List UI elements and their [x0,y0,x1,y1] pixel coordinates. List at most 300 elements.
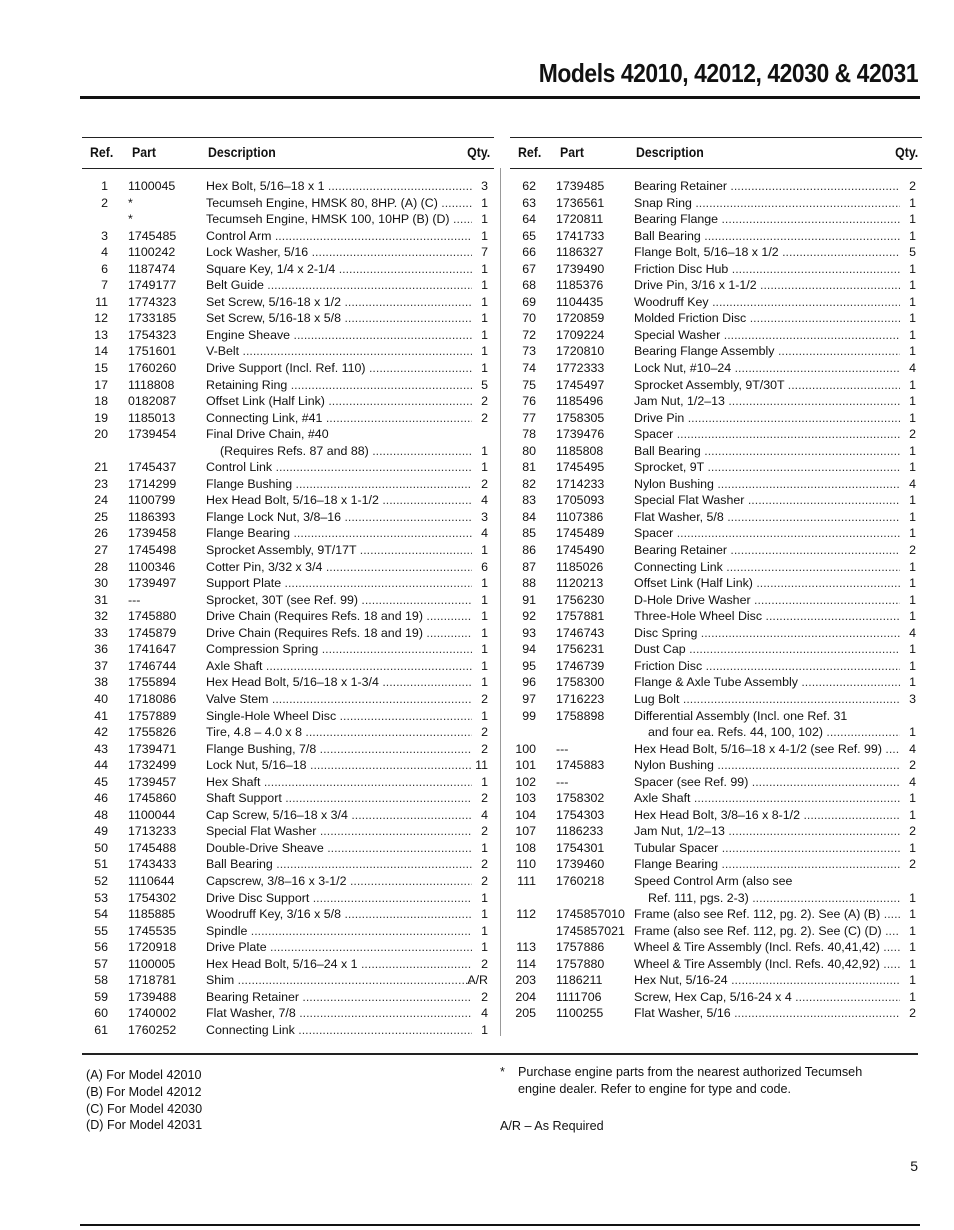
description-cell: Capscrew, 3/8–16 x 3-1/2 ..... [206,873,472,890]
ref-cell: 3 [101,228,108,243]
part-cell: 1186233 [556,824,604,839]
part-cell: 1733185 [128,311,177,326]
qty-cell: 1 [909,311,916,326]
part-cell: 1745485 [128,228,177,243]
ref-cell: 62 [522,179,536,193]
ref-cell: 96 [522,675,536,690]
ref-cell: 80 [522,443,536,458]
ref-cell: 81 [522,460,536,475]
ref-cell: 69 [522,294,536,309]
table-row [510,674,922,691]
part-cell: 1745495 [556,460,605,475]
description-cell: Tecumseh Engine, HMSK 100, 10HP (B) (D) ..... [206,211,472,228]
notes-rule [82,1053,918,1055]
qty-cell: 2 [909,179,916,193]
qty-cell: 1 [481,278,488,293]
qty-cell: 1 [481,212,488,227]
ref-cell: 75 [522,377,536,392]
ref-cell: 70 [522,311,536,326]
description-cell: Screw, Hex Cap, 5/16-24 x 4 ..... [634,989,900,1006]
part-cell: --- [556,741,569,756]
table-row [510,939,922,956]
qty-cell: 1 [909,294,916,309]
table-row [510,310,922,327]
qty-cell: 1 [909,592,916,607]
table-row [510,459,922,476]
qty-cell: 2 [481,989,488,1004]
part-cell: 1745880 [128,609,177,624]
description-cell: Tire, 4.8 – 4.0 x 8 ..... [206,724,472,741]
qty-cell: 1 [909,576,916,591]
description-cell: Jam Nut, 1/2–13 ..... [634,823,900,840]
ref-cell: 93 [522,625,536,640]
part-cell: 1100242 [128,245,176,260]
description-cell: Axle Shaft ..... [634,790,900,807]
part-cell: 1758305 [556,410,605,425]
ref-cell: 2 [101,195,108,210]
qty-cell: 1 [909,940,916,955]
description-cell: Hex Head Bolt, 5/16–24 x 1 ..... [206,956,472,973]
table-row [510,1005,922,1022]
table-row [82,873,494,890]
description-cell: Molded Friction Disc ..... [634,310,900,327]
part-cell: --- [128,592,141,607]
description-cell: Friction Disc ..... [634,658,900,675]
table-row [510,327,922,344]
ref-cell: 26 [94,526,108,541]
part-cell: 1745489 [556,526,605,541]
ref-cell: 72 [522,327,536,342]
qty-cell: 1 [909,807,916,822]
description-cell: Frame (also see Ref. 112, pg. 2). See (A) (B) ..... [634,906,900,923]
table-row [82,310,494,327]
description-cell: Connecting Link, #41 ..... [206,410,472,427]
part-cell: 1111706 [556,989,602,1004]
part-cell: 1739485 [556,179,605,193]
part-cell: 1772333 [556,361,605,376]
table-row [510,923,922,940]
qty-cell: 2 [481,394,488,409]
part-cell: 1118808 [128,377,175,392]
qty-cell: 1 [909,261,916,276]
part-cell: 1745437 [128,460,177,475]
qty-cell: 1 [909,195,916,210]
qty-cell: 1 [481,658,488,673]
ref-cell: 113 [516,940,536,955]
ref-cell: 112 [516,907,536,922]
description-cell: Flange Lock Nut, 3/8–16 ..... [206,509,472,526]
description-cell: Snap Ring ..... [634,195,900,212]
parts-rows-left [82,178,494,1038]
qty-cell: 1 [481,642,488,657]
ref-cell: 28 [94,559,108,574]
qty-cell: 4 [909,361,916,376]
table-row [510,294,922,311]
qty-cell: 1 [909,377,916,392]
part-cell: 1756230 [556,592,605,607]
description-cell: Drive Disc Support ..... [206,890,472,907]
table-row [510,807,922,824]
description-cell: Square Key, 1/4 x 2-1/4 ..... [206,261,472,278]
part-cell: 1705093 [556,493,605,508]
ref-cell: 37 [94,658,108,673]
description-cell: Flange Bearing ..... [634,856,900,873]
ref-cell: 7 [101,278,108,293]
table-row [82,228,494,245]
ref-cell: 24 [94,493,108,508]
part-cell: 1720810 [556,344,605,359]
header-description: Description [636,144,704,160]
description-cell: Hex Nut, 5/16-24 ..... [634,972,900,989]
ref-cell: 38 [94,675,108,690]
table-row [82,410,494,427]
table-row [510,608,922,625]
table-row [82,939,494,956]
table-row [510,840,922,857]
description-cell: Lug Bolt ..... [634,691,900,708]
part-cell: 1746743 [556,625,605,640]
description-cell: Spacer ..... [634,525,900,542]
part-cell: 1745497 [556,377,605,392]
ref-cell: 32 [94,609,108,624]
table-row [82,575,494,592]
part-cell: 1107386 [556,509,604,524]
ref-cell: 54 [94,907,108,922]
part-cell: 1716223 [556,691,605,706]
description-cell: (Requires Refs. 87 and 88) ..... [220,443,472,460]
ref-cell: 12 [94,311,108,326]
qty-cell: 4 [909,741,916,756]
part-cell: 1739490 [556,261,605,276]
asterisk-note: Purchase engine parts from the nearest authorized Tecumseh engine dealer. Refer to engine for type and code. [518,1065,863,1096]
description-cell: Nylon Bushing ..... [634,476,900,493]
qty-cell: 1 [909,344,916,359]
ref-cell: 64 [522,212,536,227]
description-cell: Woodruff Key ..... [634,294,900,311]
table-row [82,1022,494,1039]
description-cell: Flat Washer, 5/8 ..... [634,509,900,526]
ref-cell: 203 [515,973,536,988]
qty-cell: 4 [909,625,916,640]
ref-cell: 83 [522,493,536,508]
qty-cell: 1 [481,327,488,342]
table-row [82,956,494,973]
ref-cell: 59 [94,989,108,1004]
description-cell: Lock Nut, 5/16–18 ..... [206,757,472,774]
table-row [82,426,494,443]
ref-cell: 14 [94,344,108,359]
part-cell: 1746739 [556,658,605,673]
ref-cell: 43 [94,741,108,756]
table-row [82,393,494,410]
description-cell: Shim ..... [206,972,472,989]
qty-cell: 1 [481,625,488,640]
description-cell: Bearing Flange ..... [634,211,900,228]
description-cell: Engine Sheave ..... [206,327,472,344]
part-cell: 1755826 [128,725,177,740]
table-row [510,195,922,212]
description-cell: Hex Head Bolt, 5/16–18 x 1-3/4 ..... [206,674,472,691]
qty-cell: 2 [481,824,488,839]
table-row [82,790,494,807]
description-cell: Bearing Flange Assembly ..... [634,343,900,360]
description-cell: Special Flat Washer ..... [206,823,472,840]
ref-cell: 107 [515,824,536,839]
qty-cell: 2 [481,857,488,872]
ref-cell: 17 [94,377,108,392]
ref-cell: 30 [94,576,108,591]
ref-cell: 73 [522,344,536,359]
qty-cell: 1 [909,443,916,458]
ref-cell: 41 [94,708,108,723]
table-row [82,443,494,460]
table-row [82,261,494,278]
ref-cell: 13 [94,327,108,342]
table-row [82,741,494,758]
ref-cell: 103 [515,791,536,806]
part-cell: 1745857010 [556,907,625,922]
table-row [510,774,922,791]
qty-cell: 1 [909,907,916,922]
part-cell: 1709224 [556,327,605,342]
table-row [510,559,922,576]
qty-cell: 4 [909,476,916,491]
header-qty: Qty. [466,144,490,160]
qty-cell: 4 [481,526,488,541]
ref-cell: 19 [94,410,108,425]
qty-cell: 1 [909,559,916,574]
qty-cell: 1 [909,460,916,475]
part-cell: 1741733 [556,228,605,243]
ref-cell: 60 [94,1006,108,1021]
qty-cell: 1 [481,675,488,690]
qty-cell: 2 [909,857,916,872]
part-cell: 1754323 [128,327,177,342]
qty-cell: 2 [909,824,916,839]
qty-cell: 1 [909,509,916,524]
table-row [82,559,494,576]
model-note: (C) For Model 42030 [86,1101,203,1116]
part-cell: 1187474 [128,261,176,276]
ref-cell: 56 [94,940,108,955]
description-cell: Drive Pin ..... [634,410,900,427]
part-cell: 1714299 [128,476,177,491]
description-cell: and four ea. Refs. 44, 100, 102) ..... [648,724,900,741]
qty-cell: 1 [481,890,488,905]
part-cell: 1110644 [128,873,175,888]
description-cell: Nylon Bushing ..... [634,757,900,774]
ref-cell: 91 [522,592,536,607]
ref-cell: 4 [101,245,108,260]
part-cell: 1745860 [128,791,177,806]
ref-cell: 87 [522,559,536,574]
ref-cell: 108 [515,840,536,855]
table-row [510,277,922,294]
description-cell: Hex Bolt, 5/16–18 x 1 ..... [206,178,472,195]
description-cell: Special Washer ..... [634,327,900,344]
table-row [82,658,494,675]
part-cell: 1186327 [556,245,604,260]
part-cell: 1739488 [128,989,177,1004]
part-cell: 1185496 [556,394,604,409]
part-cell: 1754302 [128,890,177,905]
qty-cell: 1 [909,989,916,1004]
description-cell: Single-Hole Wheel Disc ..... [206,708,472,725]
ref-cell: 97 [522,691,536,706]
ref-cell: 94 [522,642,536,657]
table-row [510,542,922,559]
description-cell: Set Screw, 5/16-18 x 1/2 ..... [206,294,472,311]
table-row [510,790,922,807]
part-cell: 1757881 [556,609,605,624]
description-cell: Double-Drive Sheave ..... [206,840,472,857]
part-cell: 1745879 [128,625,177,640]
description-cell: Offset Link (Half Link) ..... [634,575,900,592]
table-row [82,509,494,526]
qty-cell: 2 [481,410,488,425]
qty-cell: 1 [481,460,488,475]
qty-cell: 1 [909,278,916,293]
table-row [510,509,922,526]
table-row [510,741,922,758]
part-cell: 1746744 [128,658,177,673]
title-rule [80,96,920,99]
header-part: Part [560,144,584,160]
table-row [82,856,494,873]
part-cell: 1758302 [556,791,605,806]
qty-cell: 1 [909,840,916,855]
table-row [510,377,922,394]
description-cell: Tecumseh Engine, HMSK 80, 8HP. (A) (C) ..... [206,195,472,212]
qty-cell: 1 [481,576,488,591]
ref-cell: 82 [522,476,536,491]
table-row [510,757,922,774]
page-title: Models 42010, 42012, 42030 & 42031 [538,58,918,88]
table-row [510,228,922,245]
header-part: Part [132,144,156,160]
description-cell: Control Link ..... [206,459,472,476]
qty-cell: 4 [481,493,488,508]
description-cell: Hex Head Bolt, 3/8–16 x 8-1/2 ..... [634,807,900,824]
qty-cell: 1 [909,228,916,243]
qty-cell: 1 [909,956,916,971]
qty-cell: 11 [475,758,488,773]
table-row [82,327,494,344]
ref-cell: 36 [94,642,108,657]
description-cell: Hex Head Bolt, 5/16–18 x 1-1/2 ..... [206,492,472,509]
ref-cell: 204 [515,989,536,1004]
table-row [510,410,922,427]
description-cell: Sprocket, 9T ..... [634,459,900,476]
ref-cell: 86 [522,543,536,558]
description-cell: Control Arm ..... [206,228,472,245]
description-cell: Compression Spring ..... [206,641,472,658]
description-cell: Bearing Retainer ..... [634,542,900,559]
ref-cell: 42 [94,725,108,740]
part-cell: 1714233 [556,476,605,491]
header-ref: Ref. [90,144,114,160]
qty-cell: 2 [909,543,916,558]
qty-cell: 1 [481,361,488,376]
table-row [82,691,494,708]
table-row [510,691,922,708]
description-cell: Speed Control Arm (also see [634,873,793,888]
ref-cell: 61 [94,1022,108,1037]
part-cell: 1720859 [556,311,605,326]
description-cell: Drive Support (Incl. Ref. 110) ..... [206,360,472,377]
table-row [510,343,922,360]
table-row [510,989,922,1006]
ref-cell: 110 [516,857,536,872]
description-cell: Sprocket Assembly, 9T/30T ..... [634,377,900,394]
qty-cell: 2 [481,741,488,756]
qty-cell: 1 [909,791,916,806]
part-cell: 1739458 [128,526,177,541]
part-cell: 1739471 [128,741,177,756]
description-cell: Bearing Retainer ..... [206,989,472,1006]
qty-cell: 1 [909,327,916,342]
qty-cell: 1 [481,907,488,922]
table-row [510,443,922,460]
table-row [82,807,494,824]
part-cell: 1185808 [556,443,604,458]
part-cell: 1185376 [556,278,604,293]
description-cell: Drive Plate ..... [206,939,472,956]
part-cell: 1120213 [556,576,604,591]
table-row [82,724,494,741]
ref-cell: 31 [94,592,108,607]
description-cell: Spindle ..... [206,923,472,940]
ref-cell: 23 [94,476,108,491]
qty-cell: 7 [481,245,488,260]
table-row [82,840,494,857]
ref-cell: 67 [522,261,536,276]
qty-cell: 1 [909,923,916,938]
ref-cell: 1 [101,179,108,193]
qty-cell: 1 [909,526,916,541]
qty-cell: 1 [909,890,916,905]
table-row [510,708,922,725]
qty-cell: 1 [481,592,488,607]
parts-table-left [82,137,494,1038]
description-cell: Belt Guide ..... [206,277,472,294]
description-cell: Set Screw, 5/16-18 x 5/8 ..... [206,310,472,327]
description-cell: Connecting Link ..... [206,1022,472,1039]
description-cell: Spacer (see Ref. 99) ..... [634,774,900,791]
part-cell: * [128,195,133,210]
description-cell: Wheel & Tire Assembly (Incl. Refs. 40,42,92) ..... [634,956,900,973]
part-cell: 1100045 [128,179,176,193]
part-cell: 1100005 [128,956,176,971]
description-cell: Special Flat Washer ..... [634,492,900,509]
table-row [82,674,494,691]
ref-cell: 25 [94,509,108,524]
qty-cell: 1 [481,840,488,855]
qty-cell: 5 [481,377,488,392]
ref-cell: 65 [522,228,536,243]
page-number: 5 [910,1158,918,1174]
qty-cell: 1 [909,493,916,508]
ref-cell: 27 [94,543,108,558]
column-divider [500,168,501,1036]
asterisk-footnote [500,1064,888,1098]
part-cell: 1100255 [556,1006,604,1021]
table-row [82,890,494,907]
description-cell: Cap Screw, 5/16–18 x 3/4 ..... [206,807,472,824]
table-row [510,890,922,907]
description-cell: Woodruff Key, 3/16 x 5/8 ..... [206,906,472,923]
qty-cell: 5 [909,245,916,260]
